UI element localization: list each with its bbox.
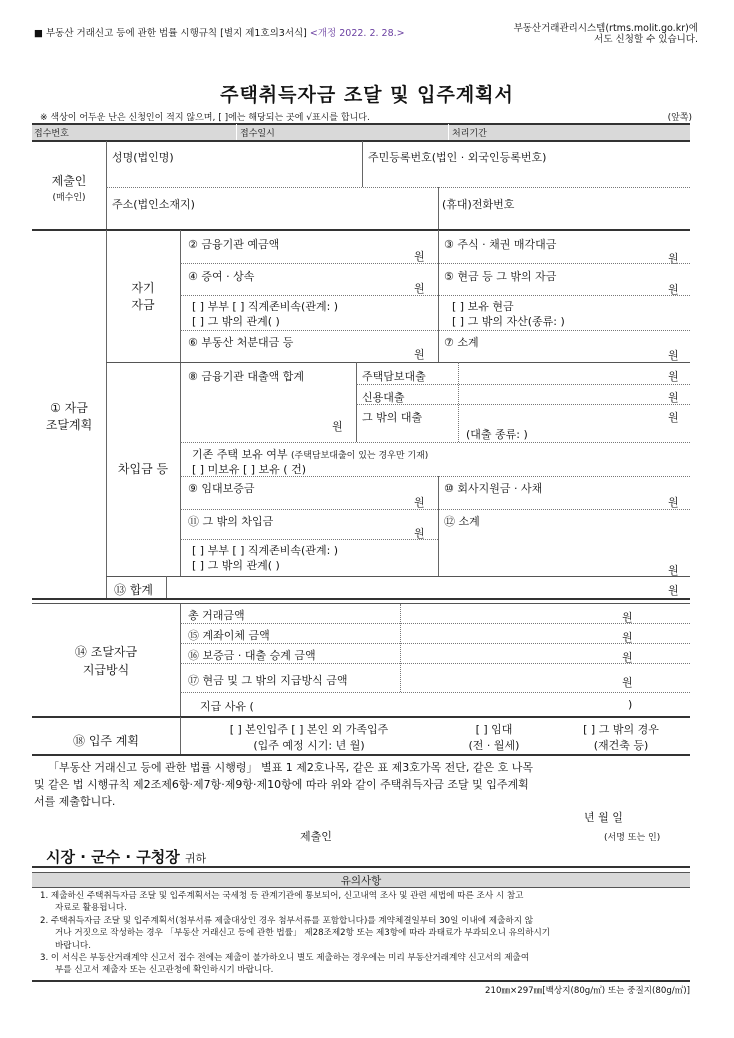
law-ref-text: ■ 부동산 거래신고 등에 관한 법률 시행규칙 [별지 제1호의3서식]: [34, 28, 307, 39]
company-support-field[interactable]: ⑩ 회사지원금 · 사채: [444, 482, 543, 495]
won-unit: 원: [668, 349, 679, 362]
occupancy-opt2-line2[interactable]: (전 · 월세): [468, 739, 520, 752]
statement-line-2: 및 같은 법 시행규칙 제2조제6항·제7항·제9항·제10항에 따라 위와 같이 주택취득자금 조달 및 입주계획: [34, 778, 529, 791]
cash-payment-field[interactable]: ⑰ 현금 및 그 밖의 지급방식 금액: [188, 674, 348, 687]
occupancy-self-option[interactable]: [180, 722, 438, 754]
gift-field[interactable]: ④ 증여 · 상속: [188, 270, 255, 283]
grand-total-field[interactable]: ⑬ 합계: [114, 583, 153, 597]
bank-loan-total-field[interactable]: ⑧ 금융기관 대출액 합계: [188, 370, 304, 383]
occupancy-opt1-line1[interactable]: [ ] 본인입주 [ ] 본인 외 가족입주: [229, 723, 389, 736]
submission-date[interactable]: 년 월 일: [584, 811, 623, 824]
own-subtotal-field[interactable]: ⑦ 소계: [444, 336, 479, 349]
cash-opt-1[interactable]: [ ] 보유 현금: [452, 300, 514, 313]
online-line-1: 부동산거래관리시스템(rtms.molit.go.kr)에: [513, 23, 698, 34]
won-unit: 원: [668, 370, 679, 383]
credit-loan-field[interactable]: 신용대출: [362, 391, 405, 404]
note-2-cont: 거나 거짓으로 작성하는 경우 「부동산 거래신고 등에 관한 법률」 제28조제2항 또는 제3항에 따라 과태료가 부과되오니 유의하시기: [55, 928, 551, 939]
note-1-cont: 자료로 활용됩니다.: [55, 903, 127, 914]
page-side: (앞쪽): [667, 113, 692, 123]
borrowed-funds-label: 차입금 등: [117, 462, 169, 476]
occupancy-opt1-line2[interactable]: (입주 예정 시기: 년 월): [253, 739, 365, 752]
won-unit: 원: [668, 391, 679, 404]
occupancy-opt3-line2[interactable]: (재건축 등): [593, 739, 649, 752]
other-borrowing-field[interactable]: ⑪ 그 밖의 차입금: [188, 515, 274, 528]
note-1: 1. 제출하신 주택취득자금 조달 및 입주계획서는 국세청 등 관계기관에 통보되어, 신고내역 조사 및 관련 세법에 따른 조사 시 참고: [40, 891, 524, 901]
occupancy-plan-label: ⑱ 입주 계획: [73, 734, 139, 748]
funding-label-2: 조달계획: [45, 418, 93, 432]
name-field[interactable]: 성명(법인명): [112, 151, 174, 164]
occupancy-other-option[interactable]: [552, 722, 690, 754]
occupancy-opt2-line1[interactable]: [ ] 임대: [475, 723, 513, 736]
lease-deposit-field[interactable]: ⑨ 임대보증금: [188, 482, 255, 495]
loan-type-field[interactable]: (대출 종류: ): [466, 428, 528, 441]
borrow-relation-options[interactable]: [192, 543, 338, 573]
won-unit: 원: [414, 527, 425, 540]
borrow-subtotal-field[interactable]: ⑫ 소계: [444, 515, 480, 528]
existing-house-options[interactable]: [ ] 미보유 [ ] 보유 ( 건): [192, 463, 306, 476]
existing-house-note: (주택담보대출이 있는 경우만 기재): [291, 451, 429, 461]
note-3: 3. 이 서식은 부동산거래계약 신고서 접수 전에는 제출이 불가하오니 별도 제출하는 경우에는 미리 부동산거래계약 신고서의 제출여: [40, 953, 530, 964]
note-2-cont2: 바랍니다.: [55, 940, 91, 951]
occupancy-opt3-line1[interactable]: [ ] 그 밖의 경우: [583, 723, 659, 736]
phone-field[interactable]: (휴대)전화번호: [442, 198, 515, 211]
won-unit: 원: [668, 252, 679, 265]
id-number-field[interactable]: 주민등록번호(법인 · 외국인등록번호): [368, 151, 547, 164]
won-unit: 원: [668, 564, 679, 577]
note-3-cont: 부를 신고서 제출자 또는 신고관청에 확인하시기 바랍니다.: [55, 965, 274, 976]
stock-field[interactable]: ③ 주식 · 채권 매각대금: [444, 238, 557, 251]
receipt-row: [32, 124, 690, 140]
other-cash-field[interactable]: ⑤ 현금 등 그 밖의 자금: [444, 270, 557, 283]
won-unit: 원: [414, 282, 425, 295]
existing-house-question: [192, 446, 428, 462]
payment-label-1: ⑭ 조달자금: [74, 645, 138, 659]
total-transaction-field[interactable]: 총 거래금액: [188, 609, 245, 622]
mortgage-loan-field[interactable]: 주택담보대출: [362, 370, 426, 383]
form-title: 주택취득자금 조달 및 입주계획서: [220, 84, 514, 106]
payment-reason-close: ): [628, 698, 633, 711]
funding-label-1: ① 자금: [50, 401, 88, 415]
existing-house-label: 기존 주택 보유 여부: [192, 448, 288, 461]
transfer-amount-field[interactable]: ⑮ 계좌이체 금액: [188, 629, 270, 642]
assumed-loan-field[interactable]: ⑯ 보증금 · 대출 승계 금액: [188, 649, 316, 662]
own-label-2: 자금: [131, 298, 155, 312]
note-2: 2. 주택취득자금 조달 및 입주계획서(첨부서류 제출대상인 경우 첨부서류를 포함합니다)를 계약체결일부터 30일 이내에 제출하지 않: [40, 915, 534, 926]
own-label-1: 자기: [131, 281, 155, 295]
deposit-field[interactable]: ② 금융기관 예금액: [188, 238, 280, 251]
online-line-2: 서도 신청할 수 있습니다.: [594, 34, 698, 45]
notes-title: 유의사항: [340, 875, 382, 887]
submitter-sublabel: (매수인): [52, 193, 86, 203]
notes-list: [40, 890, 550, 977]
won-unit: 원: [622, 611, 633, 624]
borrow-rel-1[interactable]: [ ] 부부 [ ] 직계존비속(관계: ): [192, 544, 339, 557]
address-field[interactable]: 주소(법인소재지): [112, 198, 195, 211]
instruction-note: ※ 색상이 어두운 난은 신청인이 적지 않으며, [ ]에는 해당되는 곳에 √표시를 합니다.: [40, 113, 370, 123]
gift-relation-options[interactable]: [192, 299, 338, 329]
payment-method-label: [32, 643, 180, 679]
receipt-date: 접수일시: [240, 129, 275, 139]
won-unit: 원: [668, 496, 679, 509]
won-unit: 원: [668, 584, 679, 597]
won-unit: 원: [414, 348, 425, 361]
addressee: [46, 846, 206, 867]
borrow-rel-2[interactable]: [ ] 그 밖의 관계( ): [192, 559, 280, 572]
occupancy-lease-option[interactable]: [438, 722, 550, 754]
online-notice: [514, 23, 698, 45]
submitter-label: 제출인: [51, 174, 87, 188]
cash-opt-2[interactable]: [ ] 그 밖의 자산(종류: ): [452, 315, 565, 328]
own-funds-label: [106, 280, 180, 314]
gift-rel-1[interactable]: [ ] 부부 [ ] 직계존비속(관계: ): [192, 300, 339, 313]
law-reference: [34, 25, 405, 39]
won-unit: 원: [622, 651, 633, 664]
statement-line-1: 「부동산 거래신고 등에 관한 법률 시행령」 별표 1 제2호나목, 같은 표 제3호가목 전단, 같은 호 나목: [48, 761, 533, 774]
other-loan-field[interactable]: 그 밖의 대출: [362, 411, 423, 424]
won-unit: 원: [332, 420, 343, 433]
statement-line-3: 서를 제출합니다.: [34, 795, 116, 808]
cash-type-options[interactable]: [452, 299, 565, 329]
submission-statement: [48, 759, 533, 776]
payment-reason-field[interactable]: 지급 사유 (: [200, 700, 254, 713]
won-unit: 원: [414, 496, 425, 509]
signature-field[interactable]: (서명 또는 인): [604, 833, 661, 843]
won-unit: 원: [668, 283, 679, 296]
won-unit: 원: [622, 676, 633, 689]
gift-rel-2[interactable]: [ ] 그 밖의 관계( ): [192, 315, 280, 328]
submission-statement-cont: [34, 776, 529, 810]
processing-period: 처리기간: [452, 129, 487, 139]
payment-label-2: 지급방식: [82, 663, 130, 677]
addressee-title: 시장 · 군수 · 구청장: [46, 848, 180, 866]
revision-date: <개정 2022. 2. 28.>: [309, 28, 405, 39]
paper-spec: 210㎜×297㎜[백상지(80g/㎡) 또는 중질지(80g/㎡)]: [485, 986, 690, 996]
submitter-signature-label: 제출인: [300, 830, 332, 843]
property-sale-field[interactable]: ⑥ 부동산 처분대금 등: [188, 336, 294, 349]
won-unit: 원: [668, 411, 679, 424]
won-unit: 원: [622, 631, 633, 644]
funding-plan-label: [32, 400, 106, 434]
won-unit: 원: [414, 250, 425, 263]
addressee-honorific: 귀하: [184, 852, 207, 865]
receipt-number: 접수번호: [34, 129, 69, 139]
